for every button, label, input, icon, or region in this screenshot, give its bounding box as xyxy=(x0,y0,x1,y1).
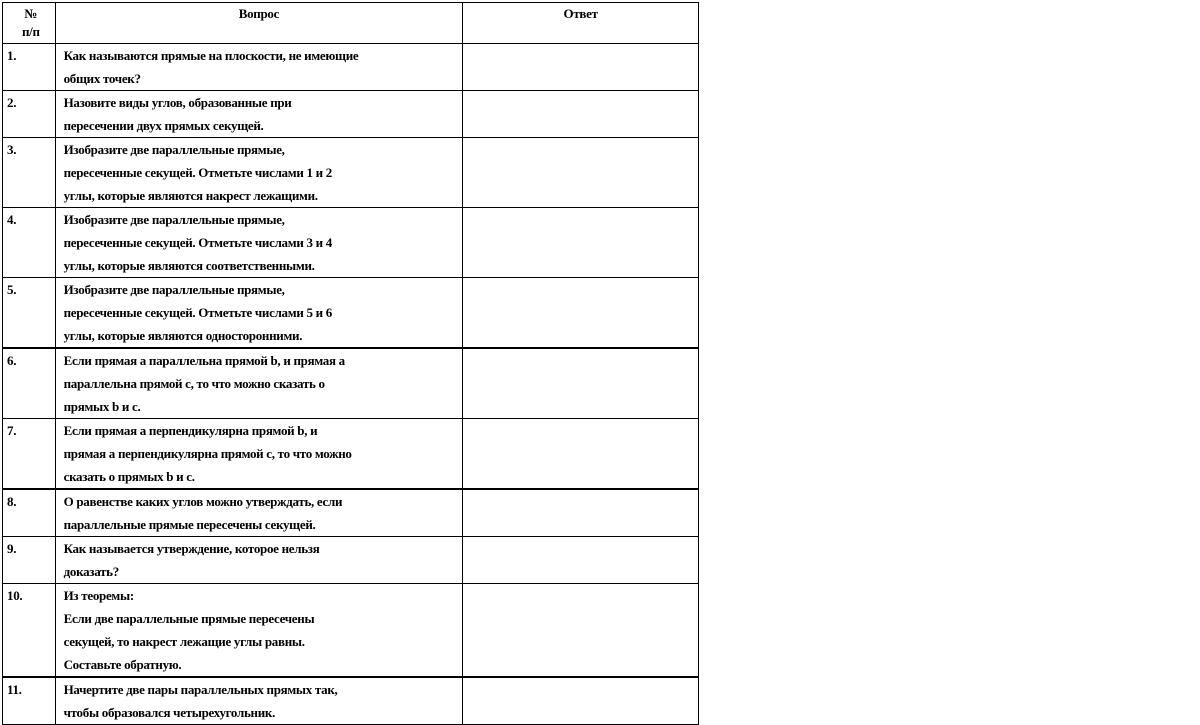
header-number-line2: п/п xyxy=(21,24,40,39)
table-row xyxy=(3,278,699,349)
question-line: Назовите виды углов, образованные при xyxy=(63,95,292,110)
question-line: Начертите две пары параллельных прямых так, xyxy=(63,682,338,697)
question-line: доказать? xyxy=(63,564,119,579)
header-row xyxy=(3,3,699,44)
row-number: 6. xyxy=(3,348,56,419)
row-number: 2. xyxy=(3,91,56,138)
question-line: секущей, то накрест лежащие углы равны. xyxy=(63,634,305,649)
quiz-table xyxy=(2,2,699,725)
question-line: Изобразите две параллельные прямые, xyxy=(63,212,285,227)
answer-cell[interactable] xyxy=(463,537,699,584)
row-number: 11. xyxy=(3,677,56,725)
answer-cell[interactable] xyxy=(463,489,699,537)
question-line: прямых b и с. xyxy=(63,399,141,414)
header-number xyxy=(3,3,56,44)
table-row xyxy=(3,537,699,584)
header-question: Вопрос xyxy=(55,3,463,44)
question-line: Изобразите две параллельные прямые, xyxy=(63,142,285,157)
question-line: Как называются прямые на плоскости, не имеющие xyxy=(63,48,359,63)
row-number: 3. xyxy=(3,138,56,208)
table-row xyxy=(3,489,699,537)
question-cell xyxy=(55,278,463,349)
question-cell xyxy=(55,91,463,138)
question-line: Из теоремы: xyxy=(63,588,134,603)
question-cell xyxy=(55,44,463,91)
question-line: параллельна прямой с, то что можно сказать о xyxy=(63,376,325,391)
table-row xyxy=(3,584,699,678)
question-cell xyxy=(55,489,463,537)
header-answer: Ответ xyxy=(463,3,699,44)
table-row xyxy=(3,348,699,419)
question-cell xyxy=(55,138,463,208)
row-number: 8. xyxy=(3,489,56,537)
question-cell xyxy=(55,537,463,584)
answer-cell[interactable] xyxy=(463,278,699,349)
question-line: пересеченные секущей. Отметьте числами 3 и 4 xyxy=(63,235,332,250)
question-line: Если прямая a параллельна прямой b, и прямая a xyxy=(63,353,345,368)
row-number: 10. xyxy=(3,584,56,678)
question-cell xyxy=(55,677,463,725)
answer-cell[interactable] xyxy=(463,348,699,419)
question-cell xyxy=(55,419,463,490)
row-number: 9. xyxy=(3,537,56,584)
row-number: 1. xyxy=(3,44,56,91)
question-line: углы, которые являются соответственными. xyxy=(63,258,315,273)
question-cell xyxy=(55,348,463,419)
question-line: пересеченные секущей. Отметьте числами 5 и 6 xyxy=(63,305,332,320)
question-line: Составьте обратную. xyxy=(63,657,182,672)
question-line: параллельные прямые пересечены секущей. xyxy=(63,517,316,532)
question-line: пересечении двух прямых секущей. xyxy=(63,118,264,133)
question-line: пересеченные секущей. Отметьте числами 1 и 2 xyxy=(63,165,332,180)
table-body xyxy=(3,44,699,725)
answer-cell[interactable] xyxy=(463,208,699,278)
answer-cell[interactable] xyxy=(463,44,699,91)
answer-cell[interactable] xyxy=(463,419,699,490)
question-line: О равенстве каких углов можно утверждать, если xyxy=(63,494,343,509)
question-line: прямая a перпендикулярна прямой с, то что можно xyxy=(63,446,352,461)
question-line: Если две параллельные прямые пересечены xyxy=(63,611,315,626)
answer-cell[interactable] xyxy=(463,91,699,138)
question-line: Если прямая a перпендикулярна прямой b, и xyxy=(63,423,318,438)
answer-cell[interactable] xyxy=(463,677,699,725)
table-row xyxy=(3,208,699,278)
table-row xyxy=(3,44,699,91)
answer-cell[interactable] xyxy=(463,584,699,678)
question-line: углы, которые являются односторонними. xyxy=(63,328,303,343)
question-line: Изобразите две параллельные прямые, xyxy=(63,282,285,297)
row-number: 7. xyxy=(3,419,56,490)
question-line: углы, которые являются накрест лежащими. xyxy=(63,188,318,203)
row-number: 4. xyxy=(3,208,56,278)
question-line: общих точек? xyxy=(63,71,141,86)
question-cell xyxy=(55,208,463,278)
table-row xyxy=(3,419,699,490)
question-line: чтобы образовался четырехугольник. xyxy=(63,705,276,720)
row-number: 5. xyxy=(3,278,56,349)
header-number-line1: № xyxy=(24,6,38,21)
question-cell xyxy=(55,584,463,678)
table-row xyxy=(3,91,699,138)
question-line: сказать о прямых b и с. xyxy=(63,469,195,484)
answer-cell[interactable] xyxy=(463,138,699,208)
table-row xyxy=(3,138,699,208)
table-row xyxy=(3,677,699,725)
question-line: Как называется утверждение, которое нельзя xyxy=(63,541,320,556)
